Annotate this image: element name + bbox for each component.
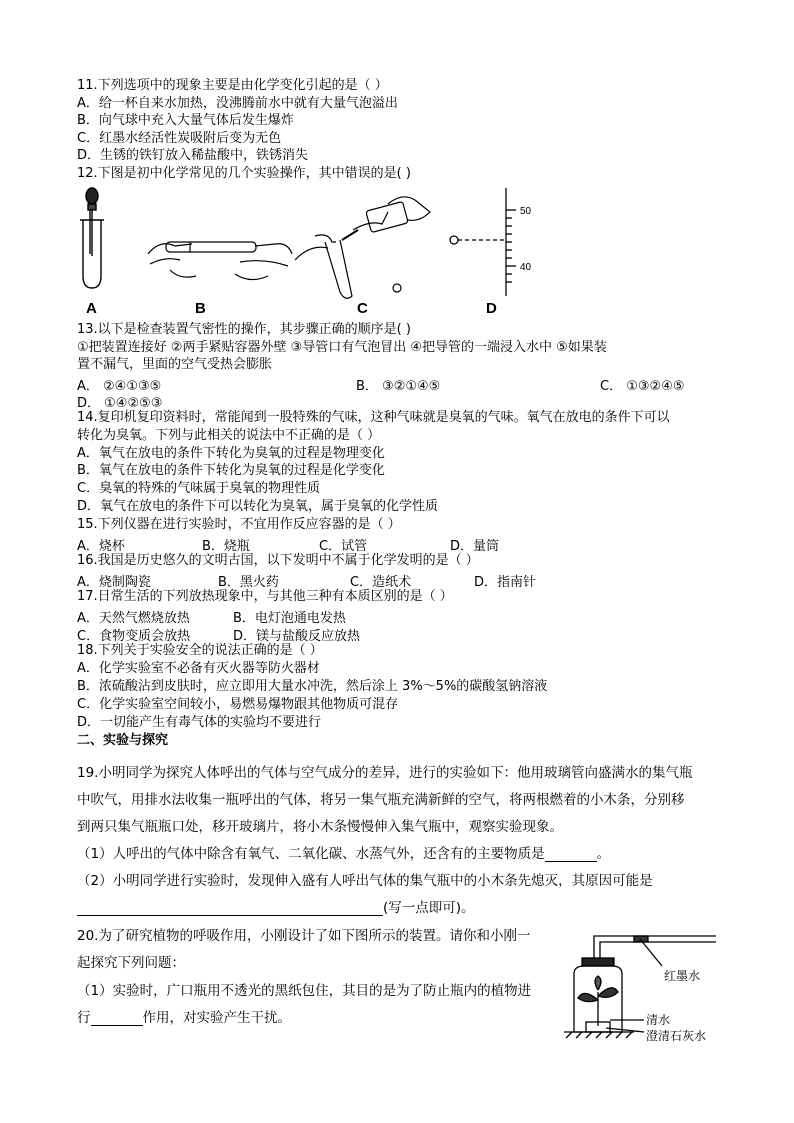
q14-option-d[interactable]: D．氧气在放电的条件下可以转化为臭氧，属于臭氧的化学性质 [77,499,439,514]
dropper-tube-illustration [80,188,104,288]
q13-steps-line1: ①把装置连接好 ②两手紧贴容器外壁 ③导管口有气泡冒出 ④把导管的一端浸入水中 ⑤如果装 [77,340,607,355]
q12-stem: 12.下图是初中化学常见的几个实验操作，其中错误的是( ) [77,166,411,181]
q19-answer-blank-2[interactable] [77,901,383,916]
q16-option-c[interactable]: C．造纸术 [350,575,412,590]
hands-tube-illustration [148,242,292,280]
label-limewater: 澄清石灰水 [646,1029,707,1043]
q13-option-c[interactable]: C． ①③②④⑤ [600,379,685,394]
q16-stem: 16.我国是历史悠久的文明古国，以下发明中不属于化学发明的是（ ） [77,553,479,568]
q20-answer-blank[interactable] [91,1011,143,1026]
q14-option-b[interactable]: B．氧气在放电的条件下转化为臭氧的过程是化学变化 [77,463,385,478]
q12-label-b: B [195,300,206,317]
q19-line-1: 19.小明同学为探究人体呼出的气体与空气成分的差异，进行的实验如下：他用玻璃管向盛满水的集气瓶 [77,765,693,781]
q17-option-a[interactable]: A．天然气燃烧放热 [77,611,190,626]
q20-plant-bottle-figure [560,928,720,1048]
q14-line-1: 14.复印机复印资料时，常能闻到一股特殊的气味，这种气味就是臭氧的气味。氧气在放电的条件下可以 [77,410,670,425]
q16-option-a[interactable]: A．烧制陶瓷 [77,575,151,590]
cylinder-illustration [450,188,516,296]
q12-figure [70,184,550,318]
label-clear-water: 清水 [646,1013,671,1027]
section-heading: 二、实验与探究 [77,733,169,748]
q17-stem: 17.日常生活的下列放热现象中，与其他三种有本质区别的是（ ） [77,589,453,604]
q20-sub1-line1: （1）实验时，广口瓶用不透光的黑纸包住，其目的是为了防止瓶内的植物进 [77,983,532,999]
q13-steps-line2: 置不漏气，里面的空气受热会膨胀 [77,357,273,372]
cylinder-tick-50: 50 [520,206,532,217]
q14-line-2: 转化为臭氧。下列与此相关的说法中不正确的是（ ） [77,428,381,443]
q13-option-d[interactable]: D． ①④②⑤③ [77,396,163,411]
q15-option-a[interactable]: A．烧杯 [77,539,125,554]
q17-option-c[interactable]: C．食物变质会放热 [77,629,191,644]
q14-option-a[interactable]: A．氧气在放电的条件下转化为臭氧的过程是物理变化 [77,446,385,461]
q19-line-2: 中吹气，用排水法收集一瓶呼出的气体，将另一集气瓶充满新鲜的空气，将两根燃着的小木条，分别移 [77,792,685,808]
pouring-illustration [295,197,430,298]
q13-option-a[interactable]: A． ②④①③⑤ [77,379,162,394]
q19-answer-blank-1[interactable] [545,847,597,862]
q20-line-1: 20.为了研究植物的呼吸作用，小刚设计了如下图所示的装置。请你和小刚一 [77,928,531,944]
q18-option-c[interactable]: C．化学实验室空间较小，易燃易爆物跟其他物质可混存 [77,697,399,712]
q20-sub1-line2 [77,1010,291,1026]
q11-option-c[interactable]: C．红墨水经活性炭吸附后变为无色 [77,131,282,146]
q19-sub1-end: 。 [596,846,611,862]
q18-option-d[interactable]: D．一切能产生有毒气体的实验均不要进行 [77,715,322,730]
q19-sub2: （2）小明同学进行实验时，发现伸入盛有人呼出气体的集气瓶中的小木条先熄灭，其原因可能是 [77,873,653,889]
q19-line-3: 到两只集气瓶瓶口处，移开玻璃片，将小木条慢慢伸入集气瓶中，观察实验现象。 [77,819,563,835]
q13-option-b[interactable]: B． ③②①④⑤ [356,379,441,394]
q11-option-a[interactable]: A．给一杯自来水加热，没沸腾前水中就有大量气泡溢出 [77,96,398,111]
q11-option-b[interactable]: B．向气球中充入大量气体后发生爆炸 [77,113,294,128]
q15-option-d[interactable]: D．量筒 [450,539,500,554]
q14-option-c[interactable]: C．臭氧的特殊的气味属于臭氧的物理性质 [77,481,321,496]
q12-label-c: C [357,300,368,317]
q17-option-d[interactable]: D．镁与盐酸反应放热 [233,629,361,644]
q19-sub2-answer-line [77,900,475,916]
q20-line-2: 起探究下列问题： [77,955,185,971]
q19-sub1-text: （1）人呼出的气体中除含有氧气、二氧化碳、水蒸气外，还含有的主要物质是 [77,846,545,862]
q11-option-d[interactable]: D．生锈的铁钉放入稀盐酸中，铁锈消失 [77,148,309,163]
q18-stem: 18.下列关于实验安全的说法正确的是（ ） [77,643,323,658]
q15-option-c[interactable]: C．试管 [319,539,368,554]
q19-sub1 [77,846,610,862]
q16-option-b[interactable]: B．黑火药 [218,575,279,590]
q19-sub2-end: (写一点即可)。 [383,900,475,916]
q15-stem: 15.下列仪器在进行实验时，不宜用作反应容器的是（ ） [77,517,401,532]
cylinder-tick-40: 40 [520,262,532,273]
q13-stem: 13.以下是检查装置气密性的操作，其步骤正确的顺序是( ) [77,322,411,337]
label-red-ink: 红墨水 [664,969,701,983]
q12-label-a: A [86,300,97,317]
q16-option-d[interactable]: D．指南针 [474,575,537,590]
q12-label-d: D [486,300,497,317]
q11-stem: 11.下列选项中的现象主要是由化学变化引起的是（ ） [77,78,388,93]
q15-option-b[interactable]: B．烧瓶 [202,539,250,554]
q18-option-a[interactable]: A．化学实验室不必备有灭火器等防火器材 [77,661,320,676]
q20-sub1-post: 作用，对实验产生干扰。 [142,1010,291,1026]
q20-sub1-pre: 行 [77,1010,91,1026]
q18-option-b[interactable]: B．浓硫酸沾到皮肤时，应立即用大量水冲洗，然后涂上 3%～5%的碳酸氢钠溶液 [77,679,548,694]
q17-option-b[interactable]: B．电灯泡通电发热 [233,611,346,626]
